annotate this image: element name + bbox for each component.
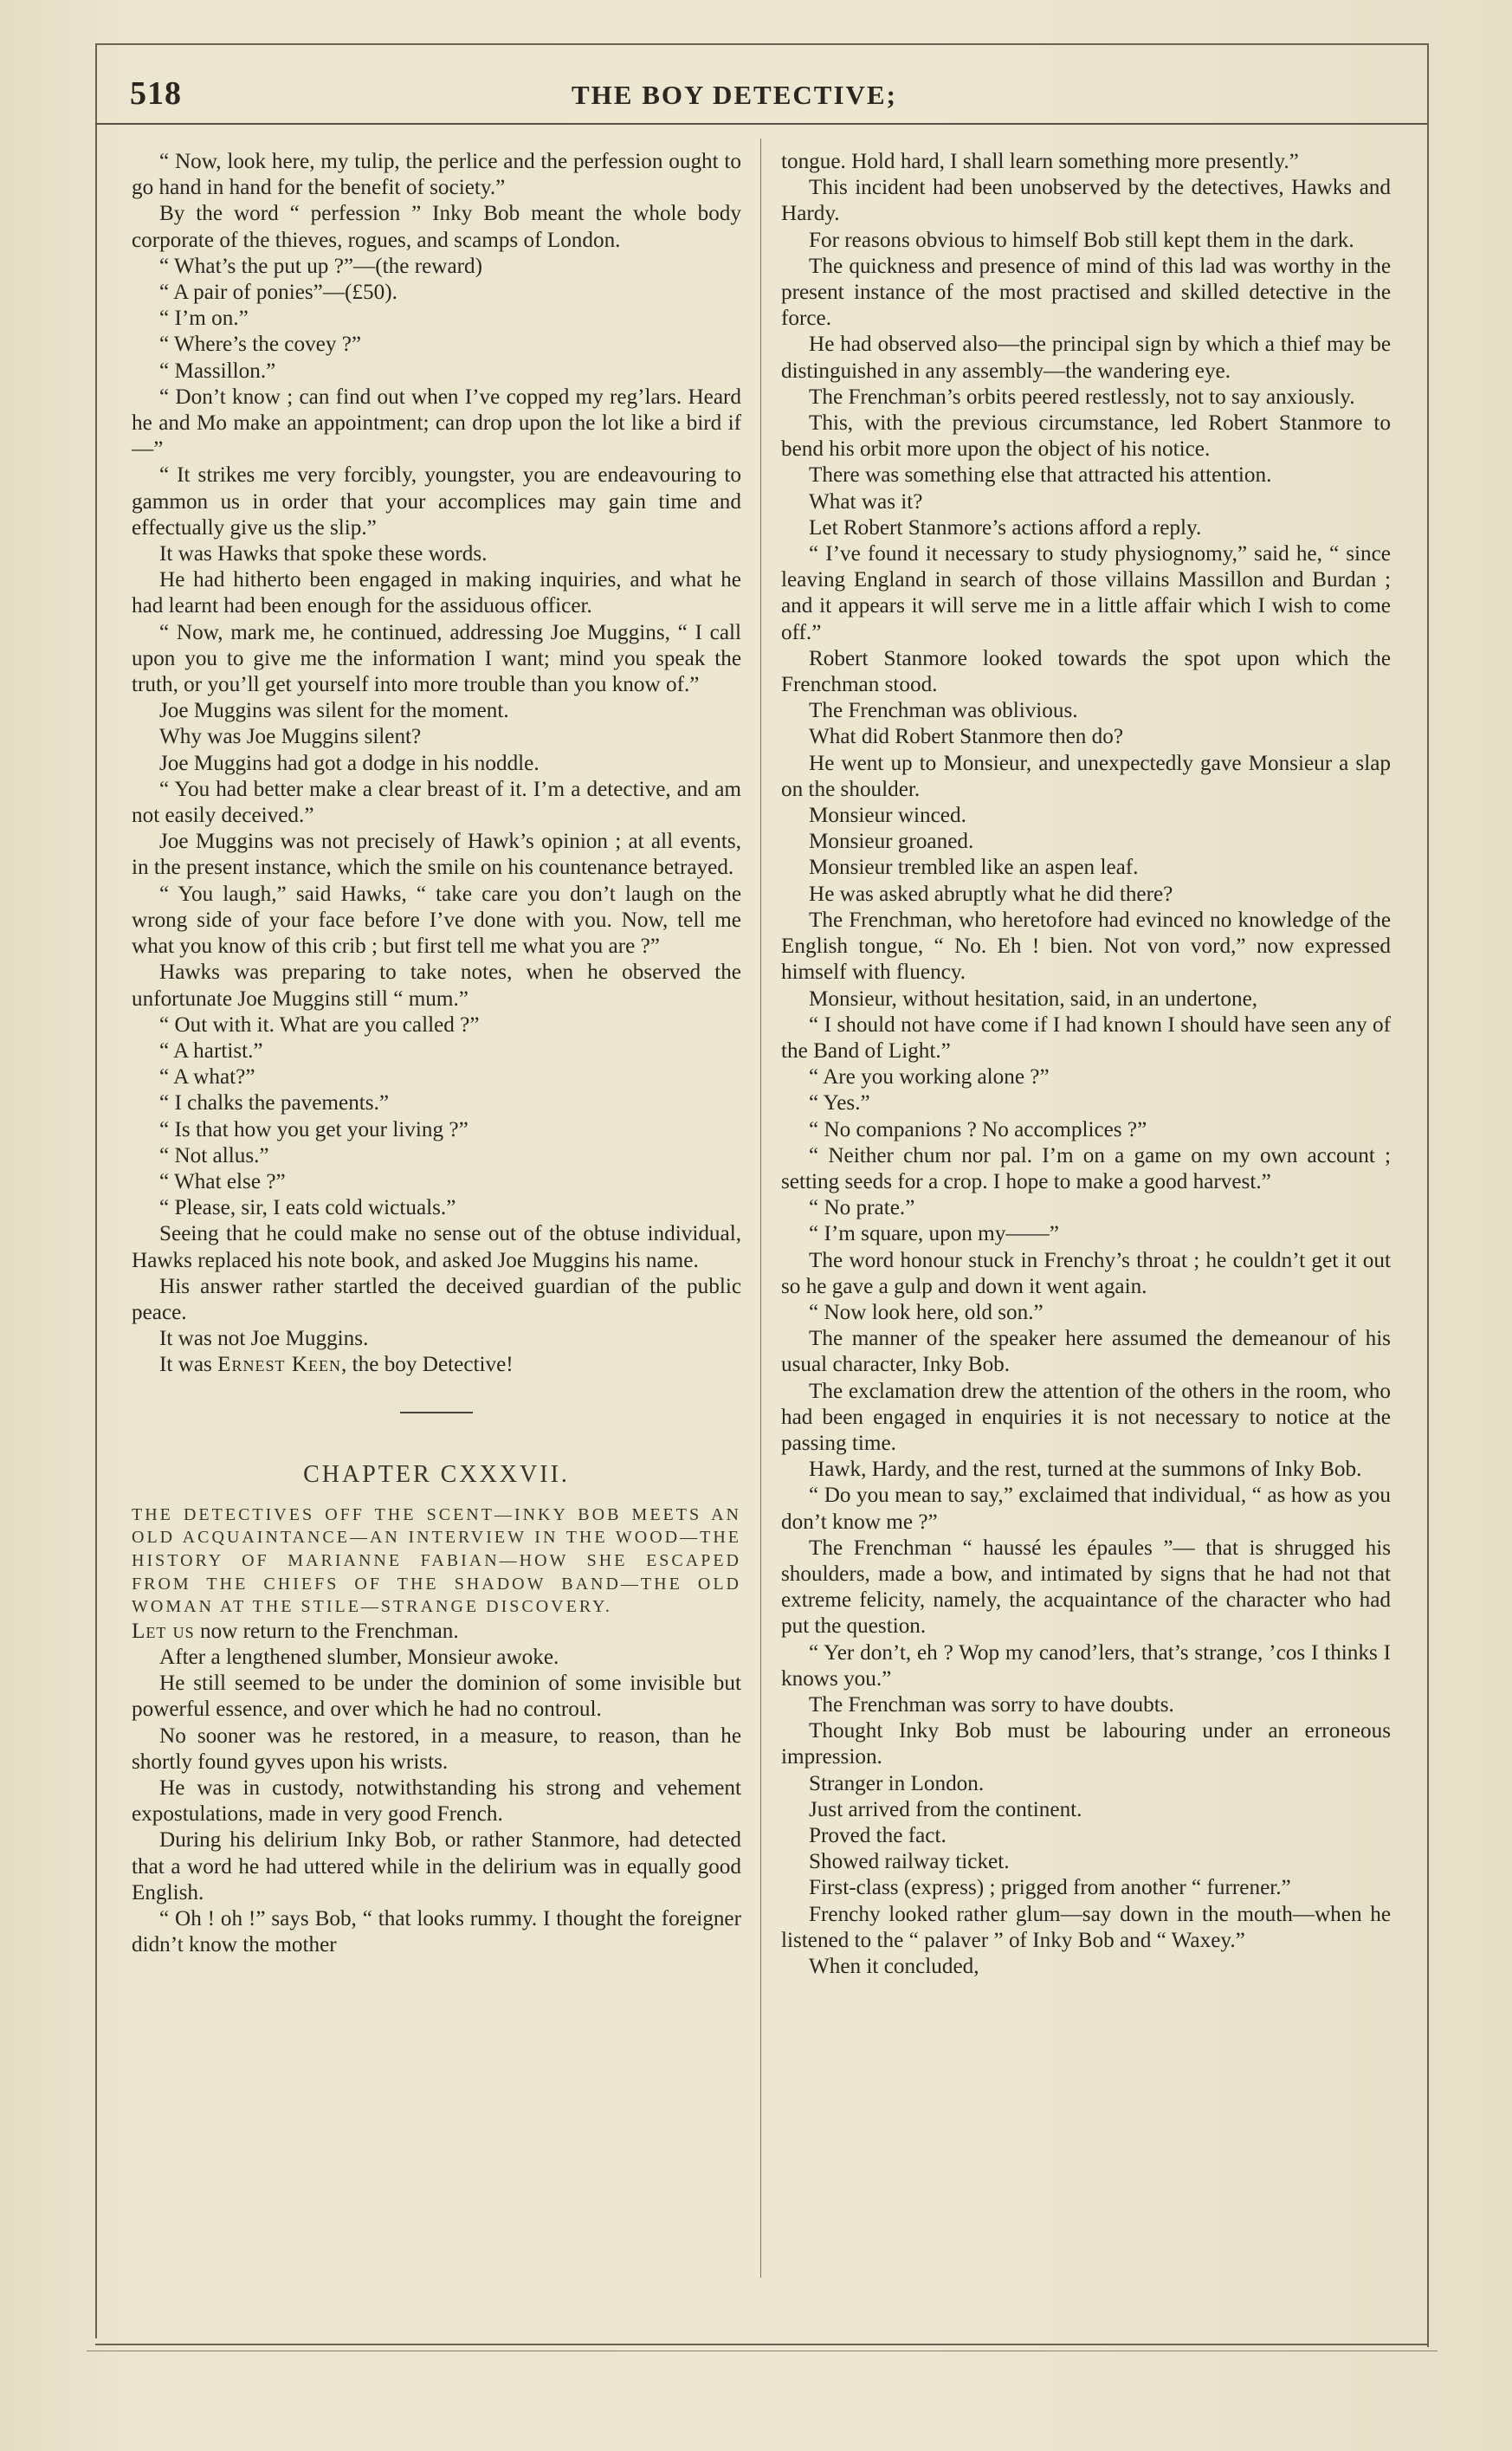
paragraph: Frenchy looked rather glum—say down in the mouth—when he listened to the “ palaver ” of Inky Bob and “ Waxey.” xyxy=(781,1902,1391,1952)
paragraph: Seeing that he could make no sense out of the obtuse individual, Hawks replaced his note book, and asked Joe Muggins his name. xyxy=(132,1222,741,1272)
paragraph: “ I’ve found it necessary to study physiognomy,” said he, “ since leaving England in search of those villains Massillon and Burdan ; and it appears it will serve me in a little affair which I wish to come off.” xyxy=(781,542,1391,644)
final-line: It was Ernest Keen, the boy Detective! xyxy=(159,1353,514,1377)
paragraph: “ Are you working alone ?” xyxy=(809,1065,1050,1090)
paragraph: “ I’m on.” xyxy=(159,307,249,331)
paragraph: Proved the fact. xyxy=(809,1824,947,1847)
paragraph: “ Now, mark me, he continued, addressing Joe Muggins, “ I call upon you to give me the information I want; mind you speak the truth, or you’ll get yourself into more trouble than you know of.” xyxy=(132,620,741,697)
paragraph: When it concluded, xyxy=(809,1955,979,1979)
paragraph: “ A pair of ponies”—(£50). xyxy=(159,281,397,305)
paragraph: “ Yes.” xyxy=(809,1091,870,1116)
column-divider xyxy=(760,139,761,2278)
paragraph: This, with the previous circumstance, led Robert Stanmore to bend his orbit more upon the object of his notice. xyxy=(781,411,1391,462)
paragraph: “ No prate.” xyxy=(809,1196,915,1220)
paragraph: He was in custody, notwithstanding his strong and vehement expostulations, made in very good French. xyxy=(132,1775,741,1827)
paragraph: Joe Muggins was silent for the moment. xyxy=(159,699,509,723)
paragraph: There was something else that attracted his attention. xyxy=(809,463,1272,488)
left-column-paragraphs xyxy=(132,149,741,1352)
paragraph: The Frenchman was oblivious. xyxy=(809,699,1078,723)
paragraph: “ You had better make a clear breast of it. I’m a detective, and am not easily deceived.” xyxy=(132,777,741,828)
frame-right-rule xyxy=(1427,43,1429,2347)
paragraph: This incident had been unobserved by the detectives, Hawks and Hardy. xyxy=(781,176,1391,226)
paragraph: Hawk, Hardy, and the rest, turned at the summons of Inky Bob. xyxy=(809,1458,1362,1482)
paragraph: “ I’m square, upon my——” xyxy=(809,1222,1059,1246)
paragraph: “ You laugh,” said Hawks, “ take care you don’t laugh on the wrong side of your face before I’ve done with you. Now, tell me what you know of this crib ; but first tell me what you are ?” xyxy=(132,882,741,959)
paragraph: The Frenchman was sorry to have doubts. xyxy=(809,1692,1174,1717)
paragraph: The Frenchman, who heretofore had evinced no knowledge of the English tongue, “ No. Eh ! bien. Not von vord,” now expressed himself with fluency. xyxy=(781,908,1391,985)
paragraph: “ Don’t know ; can find out when I’ve copped my reg’lars. Heard he and Mo make an appointment; can drop upon the lot like a bird if—” xyxy=(132,385,741,462)
paragraph: “ I should not have come if I had known I should have seen any of the Band of Light.” xyxy=(781,1012,1391,1063)
paragraph: Monsieur, without hesitation, said, in an undertone, xyxy=(809,986,1258,1011)
chapter-opening: Let us now return to the Frenchman. xyxy=(132,1619,459,1643)
frame-top-rule xyxy=(95,43,1429,45)
paragraph: “ I chalks the pavements.” xyxy=(159,1091,390,1116)
paragraph: “ Where’s the covey ?” xyxy=(159,333,362,357)
paragraph: Thought Inky Bob must be labouring under an erroneous impression. xyxy=(781,1719,1391,1769)
frame-bottom-rule xyxy=(95,2344,1429,2345)
paragraph: Joe Muggins had got a dodge in his noddle. xyxy=(159,751,540,775)
paragraph: Let Robert Stanmore’s actions afford a reply. xyxy=(809,515,1202,540)
page-number: 518 xyxy=(130,75,182,112)
frame-left-rule xyxy=(95,43,97,2338)
paragraph: “ Not allus.” xyxy=(159,1143,269,1167)
paragraph: What was it? xyxy=(809,489,923,514)
section-divider xyxy=(132,1379,741,1431)
paragraph: He went up to Monsieur, and unexpectedly gave Monsieur a slap on the shoulder. xyxy=(781,751,1391,801)
continued-text: tongue. Hold hard, I shall learn something more presently.” xyxy=(781,150,1299,173)
paragraph: During his delirium Inky Bob, or rather Stanmore, had detected that a word he had uttered while in the delirium was in equally good English. xyxy=(132,1828,741,1905)
header-rule xyxy=(95,123,1427,125)
left-column xyxy=(132,149,741,1958)
paragraph: For reasons obvious to himself Bob still kept them in the dark. xyxy=(809,228,1354,252)
running-title: THE BOY DETECTIVE; xyxy=(572,80,897,110)
paragraph: Monsieur groaned. xyxy=(809,830,974,854)
paragraph: “ It strikes me very forcibly, youngster, you are endeavouring to gammon us in order that your accomplices may gain time and effectually give us the slip.” xyxy=(132,463,741,540)
paragraph: The Frenchman “ haussé les épaules ”— that is shrugged his shoulders, made a bow, and intimated by signs that he had not that extreme felicity, namely, the acquaintance of the character who had put the question. xyxy=(781,1536,1391,1639)
paragraph: He had observed also—the principal sign by which a thief may be distinguished in any assembly—the wandering eye. xyxy=(781,333,1391,383)
paragraph: “ Now, look here, my tulip, the perlice and the perfession ought to go hand in hand for the benefit of society.” xyxy=(132,150,741,200)
paragraph: The quickness and presence of mind of this lad was worthy in the present instance of the most practised and skilled detective in the force. xyxy=(781,254,1391,331)
paragraph: Why was Joe Muggins silent? xyxy=(159,725,422,749)
paragraph: “ A what?” xyxy=(159,1065,255,1090)
paragraph: “ Do you mean to say,” exclaimed that individual, “ as how as you don’t know me ?” xyxy=(781,1484,1391,1534)
left-column-paragraphs-after xyxy=(132,1645,741,1958)
paragraph: The manner of the speaker here assumed the demeanour of his usual character, Inky Bob. xyxy=(781,1327,1391,1377)
paragraph: Hawks was preparing to take notes, when he observed the unfortunate Joe Muggins still “ mum.” xyxy=(132,960,741,1011)
paragraph: The exclamation drew the attention of the others in the room, who had been engaged in enquiries it is not necessary to notice at the passing time. xyxy=(781,1379,1391,1455)
paragraph: The Frenchman’s orbits peered restlessly, not to say anxiously. xyxy=(809,385,1355,409)
paragraph: It was Hawks that spoke these words. xyxy=(159,542,488,566)
paragraph: Joe Muggins was not precisely of Hawk’s opinion ; at all events, in the present instance, which the smile on his countenance betrayed. xyxy=(132,830,741,880)
paragraph: Monsieur trembled like an aspen leaf. xyxy=(809,856,1139,880)
chapter-synopsis: THE DETECTIVES OFF THE SCENT—INKY BOB MEETS AN OLD ACQUAINTANCE—AN INTERVIEW IN THE WOOD—THE HISTORY OF MARIANNE FABIAN—HOW SHE ESCAPED FROM THE CHIEFS OF THE SHADOW BAND—THE OLD WOMAN AT THE STILE—STRANGE DISCOVERY. xyxy=(132,1504,741,1617)
paragraph: “ No companions ? No accomplices ?” xyxy=(809,1117,1147,1141)
paragraph: “ Please, sir, I eats cold wictuals.” xyxy=(159,1196,456,1220)
paragraph: First-class (express) ; prigged from another “ furrener.” xyxy=(809,1876,1291,1900)
chapter-title: CHAPTER CXXXVII. xyxy=(303,1460,570,1488)
paragraph: What did Robert Stanmore then do? xyxy=(809,725,1124,749)
paragraph: “ Massillon.” xyxy=(159,359,276,383)
paragraph: Showed railway ticket. xyxy=(809,1850,1010,1874)
paragraph: Robert Stanmore looked towards the spot upon which the Frenchman stood. xyxy=(781,646,1391,697)
paragraph: “ Oh ! oh !” says Bob, “ that looks rummy. I thought the foreigner didn’t know the mother xyxy=(132,1906,741,1957)
paragraph: No sooner was he restored, in a measure, to reason, than he shortly found gyves upon his wrists. xyxy=(132,1723,741,1774)
paragraph: He was asked abruptly what he did there? xyxy=(809,882,1173,906)
paragraph: He had hitherto been engaged in making inquiries, and what he had learnt had been enough for the assiduous officer. xyxy=(132,568,741,618)
paragraph: It was not Joe Muggins. xyxy=(159,1327,369,1351)
paragraph: “ Is that how you get your living ?” xyxy=(159,1117,468,1141)
paragraph: After a lengthened slumber, Monsieur awoke. xyxy=(159,1645,559,1669)
paragraph: “ Now look here, old son.” xyxy=(809,1300,1044,1324)
paragraph: “ Out with it. What are you called ?” xyxy=(159,1012,480,1037)
paragraph: “ Neither chum nor pal. I’m on a game on my own account ; setting seeds for a crop. I hope to make a good harvest.” xyxy=(781,1143,1391,1193)
paragraph: Stranger in London. xyxy=(809,1771,985,1795)
detective-name: Ernest Keen xyxy=(217,1353,342,1377)
paragraph: His answer rather startled the deceived guardian of the public peace. xyxy=(132,1274,741,1324)
paragraph: “ Yer don’t, eh ? Wop my canod’lers, that’s strange, ’cos I thinks I knows you.” xyxy=(781,1640,1391,1691)
paragraph: “ What’s the put up ?”—(the reward) xyxy=(159,254,483,278)
paragraph: “ What else ?” xyxy=(159,1169,286,1193)
paragraph: Monsieur winced. xyxy=(809,804,966,828)
paragraph: He still seemed to be under the dominion of some invisible but powerful essence, and over which he had no controul. xyxy=(132,1672,741,1722)
paragraph: “ A hartist.” xyxy=(159,1038,263,1063)
right-column-paragraphs xyxy=(781,175,1391,1980)
right-column xyxy=(781,149,1391,1980)
paragraph: The word honour stuck in Frenchy’s throat ; he couldn’t get it out so he gave a gulp and down it went again. xyxy=(781,1248,1391,1298)
paragraph: By the word “ perfession ” Inky Bob meant the whole body corporate of the thieves, rogues, and scamps of London. xyxy=(132,202,741,252)
paragraph: Just arrived from the continent. xyxy=(809,1797,1082,1821)
